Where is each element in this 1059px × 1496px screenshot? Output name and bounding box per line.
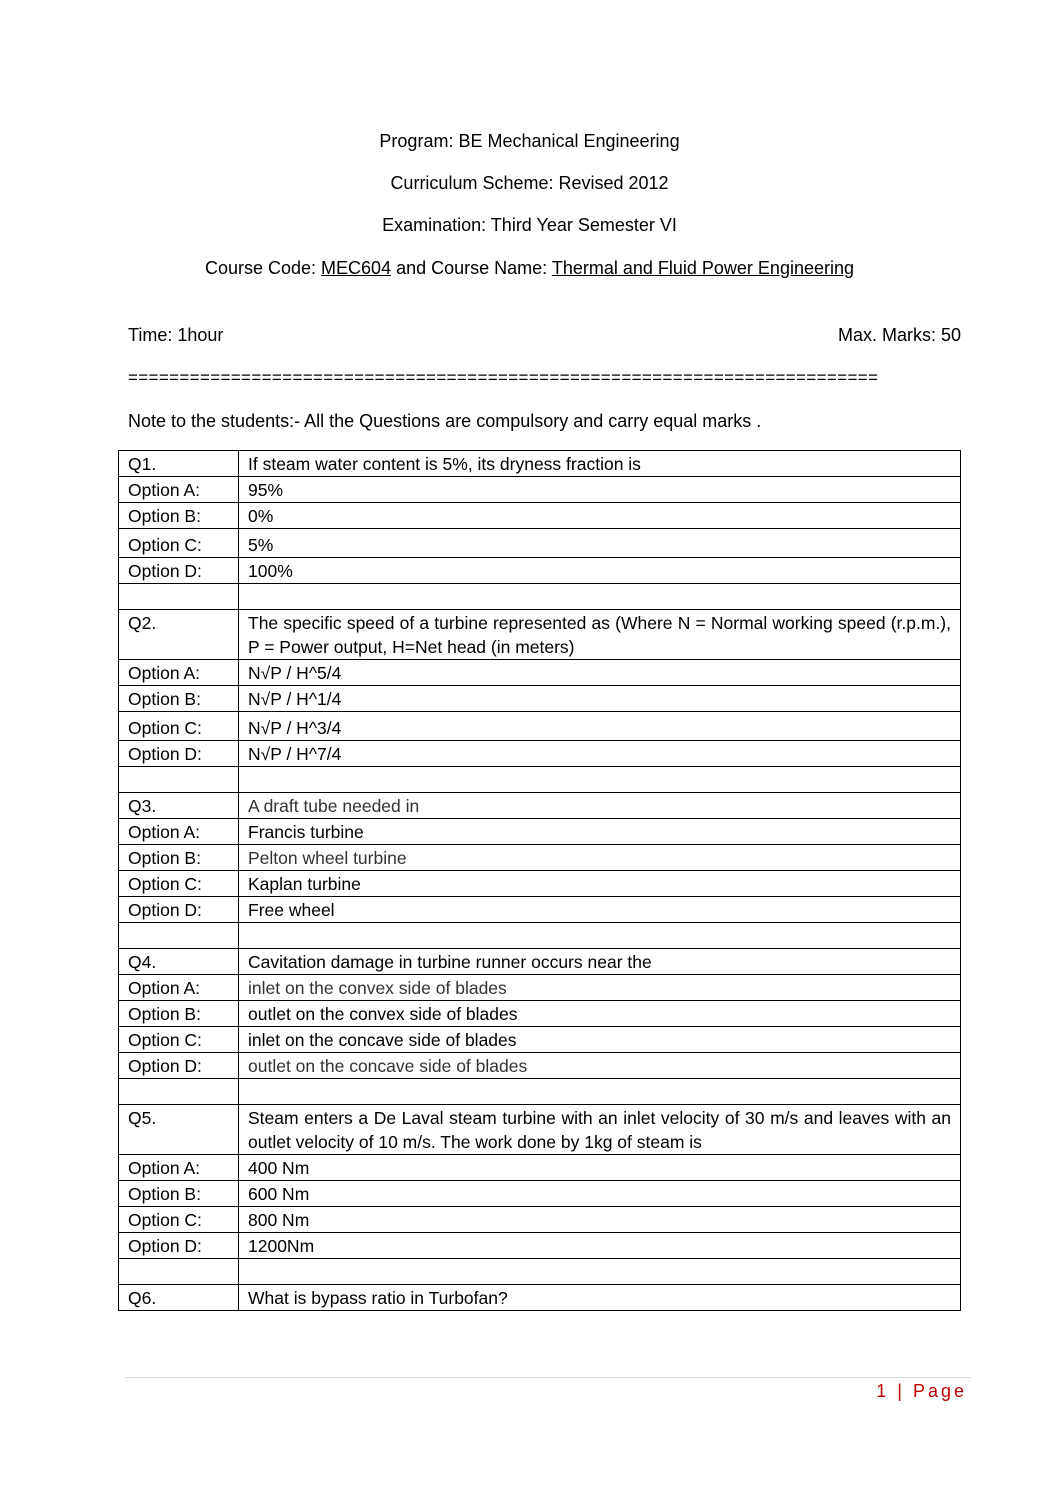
option-label: Option B:: [119, 1181, 239, 1207]
option-row: [119, 558, 961, 584]
course-line: [0, 258, 1059, 279]
option-row: [119, 871, 961, 897]
question-text: Cavitation damage in turbine runner occurs near the: [239, 949, 961, 975]
question-label: Q2.: [119, 610, 239, 660]
spacer-row: [119, 1259, 961, 1285]
option-row: [119, 1053, 961, 1079]
option-row: [119, 660, 961, 686]
option-row: [119, 845, 961, 871]
option-row: [119, 1027, 961, 1053]
option-text: 600 Nm: [239, 1181, 961, 1207]
question-row: [119, 949, 961, 975]
option-label: Option D:: [119, 1053, 239, 1079]
option-row: [119, 819, 961, 845]
question-label: Q6.: [119, 1285, 239, 1311]
option-label: Option D:: [119, 1233, 239, 1259]
option-label: Option D:: [119, 558, 239, 584]
question-row: [119, 451, 961, 477]
option-text: Kaplan turbine: [239, 871, 961, 897]
footer-rule: [125, 1377, 971, 1378]
option-label: Option A:: [119, 819, 239, 845]
option-label: Option B:: [119, 1001, 239, 1027]
examination: Examination: Third Year Semester VI: [382, 215, 677, 235]
option-row: [119, 686, 961, 712]
question-row: [119, 1285, 961, 1311]
option-row: [119, 1233, 961, 1259]
spacer-row: [119, 767, 961, 793]
option-text: outlet on the concave side of blades: [239, 1053, 961, 1079]
spacer-row: [119, 1079, 961, 1105]
option-label: Option C:: [119, 1027, 239, 1053]
spacer-row: [119, 584, 961, 610]
option-text: 100%: [239, 558, 961, 584]
option-text: 800 Nm: [239, 1207, 961, 1233]
option-text: 0%: [239, 503, 961, 529]
option-text: Free wheel: [239, 897, 961, 923]
option-text: 5%: [239, 529, 961, 558]
option-text: N√P / H^7/4: [239, 741, 961, 767]
question-label: Q3.: [119, 793, 239, 819]
course-name-prefix: and Course Name:: [391, 258, 552, 278]
question-label: Q1.: [119, 451, 239, 477]
option-label: Option B:: [119, 503, 239, 529]
option-label: Option D:: [119, 741, 239, 767]
option-text: 400 Nm: [239, 1155, 961, 1181]
option-text: N√P / H^5/4: [239, 660, 961, 686]
option-row: [119, 975, 961, 1001]
option-text: N√P / H^3/4: [239, 712, 961, 741]
option-row: [119, 1001, 961, 1027]
option-row: [119, 1155, 961, 1181]
question-row: [119, 793, 961, 819]
program-title: Program: BE Mechanical Engineering: [379, 131, 680, 151]
separator-line: =========================================================================: [128, 368, 879, 387]
curriculum-scheme: Curriculum Scheme: Revised 2012: [390, 173, 669, 193]
course-code: MEC604: [321, 258, 392, 278]
option-text: outlet on the convex side of blades: [239, 1001, 961, 1027]
question-text: What is bypass ratio in Turbofan?: [239, 1285, 961, 1311]
time-allowed: Time: 1hour: [128, 325, 224, 345]
note-to-students: Note to the students:- All the Questions are compulsory and carry equal marks .: [128, 411, 762, 431]
option-row: [119, 503, 961, 529]
option-row: [119, 1207, 961, 1233]
option-label: Option A:: [119, 660, 239, 686]
option-row: [119, 529, 961, 558]
question-text: Steam enters a De Laval steam turbine with an inlet velocity of 30 m/s and leaves with an outlet velocity of 10 m/s. The work done by 1kg of steam is: [239, 1105, 961, 1155]
question-row: [119, 610, 961, 660]
course-name: Thermal and Fluid Power Engineering: [551, 258, 855, 278]
option-label: Option A:: [119, 477, 239, 503]
option-label: Option C:: [119, 871, 239, 897]
option-text: 1200Nm: [239, 1233, 961, 1259]
question-text: A draft tube needed in: [239, 793, 961, 819]
option-text: inlet on the convex side of blades: [239, 975, 961, 1001]
option-label: Option B:: [119, 845, 239, 871]
option-text: Pelton wheel turbine: [239, 845, 961, 871]
question-row: [119, 1105, 961, 1155]
questions-table: [118, 450, 961, 1311]
question-text: The specific speed of a turbine represented as (Where N = Normal working speed (r.p.m.), P = Power output, H=Net head (in meters): [239, 610, 961, 660]
option-label: Option D:: [119, 897, 239, 923]
option-label: Option A:: [119, 975, 239, 1001]
option-label: Option A:: [119, 1155, 239, 1181]
question-text: If steam water content is 5%, its dryness fraction is: [239, 451, 961, 477]
option-text: 95%: [239, 477, 961, 503]
question-label: Q4.: [119, 949, 239, 975]
course-code-prefix: Course Code:: [204, 258, 322, 278]
option-label: Option C:: [119, 1207, 239, 1233]
option-label: Option B:: [119, 686, 239, 712]
option-text: inlet on the concave side of blades: [239, 1027, 961, 1053]
max-marks: Max. Marks: 50: [837, 325, 961, 345]
option-row: [119, 897, 961, 923]
question-label: Q5.: [119, 1105, 239, 1155]
option-row: [119, 477, 961, 503]
option-text: N√P / H^1/4: [239, 686, 961, 712]
option-row: [119, 712, 961, 741]
spacer-row: [119, 923, 961, 949]
option-row: [119, 1181, 961, 1207]
option-row: [119, 741, 961, 767]
option-label: Option C:: [119, 529, 239, 558]
option-label: Option C:: [119, 712, 239, 741]
page-number: 1 | Page: [876, 1381, 967, 1401]
option-text: Francis turbine: [239, 819, 961, 845]
